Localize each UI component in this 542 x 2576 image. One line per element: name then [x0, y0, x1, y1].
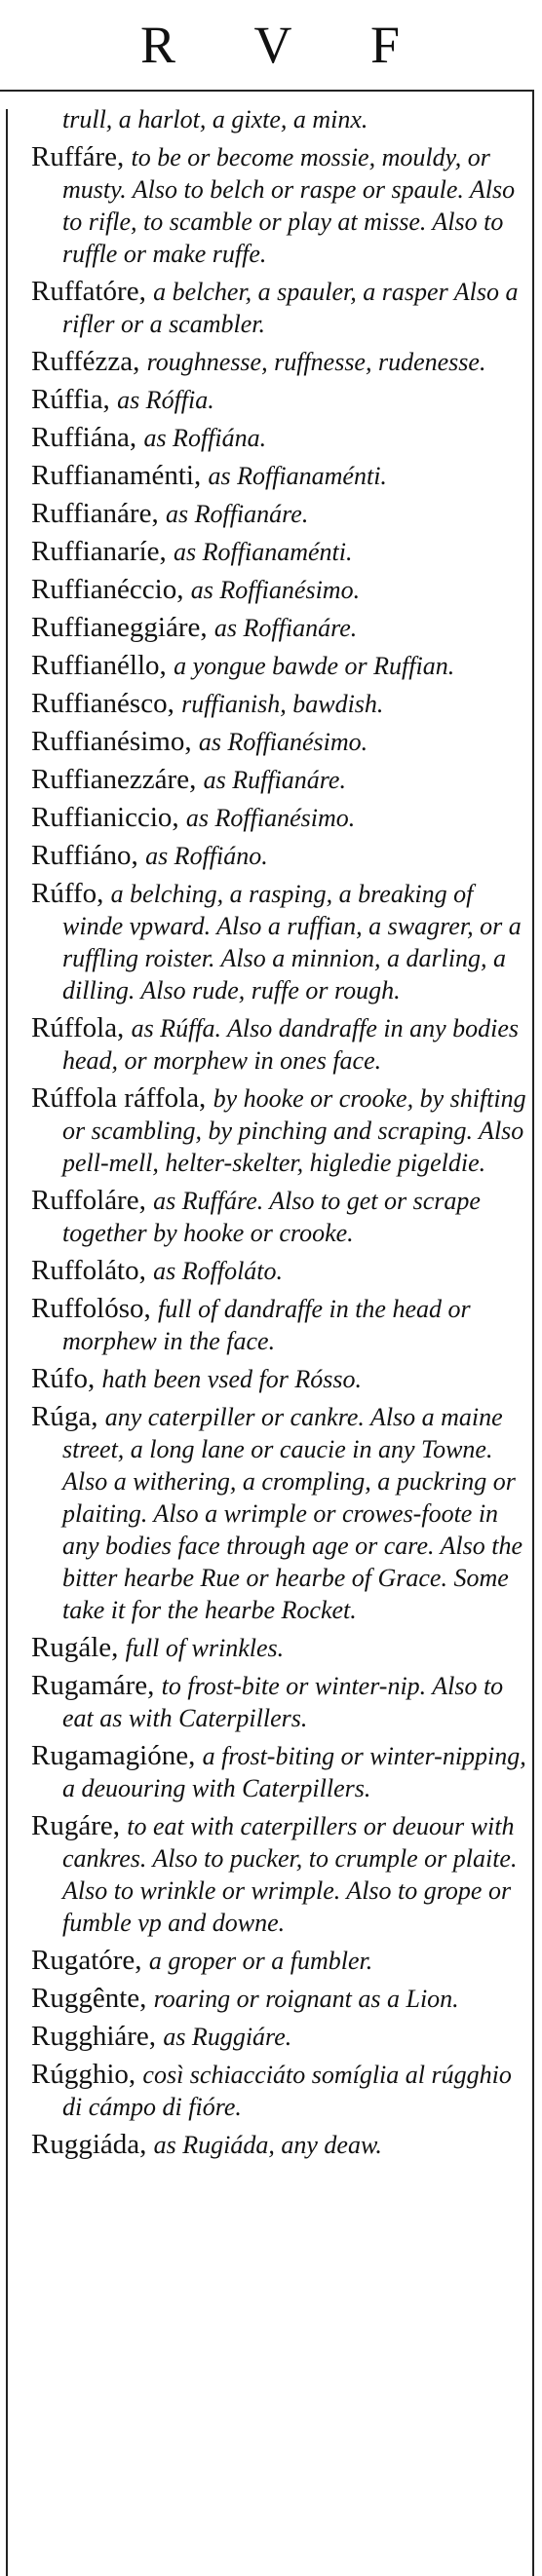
entry-definition: as Roffianaménti.: [208, 462, 387, 490]
dictionary-entry: [31, 276, 526, 340]
dictionary-entry: [31, 346, 526, 378]
entry-definition: full of dandraffe in the head or morphew in the face.: [62, 1295, 471, 1355]
dictionary-entry: [31, 2129, 526, 2161]
entry-definition: as Roffiáno.: [145, 842, 268, 870]
dictionary-entry: [31, 1810, 526, 1939]
dictionary-entry: [31, 650, 526, 682]
entry-headword: Ruffianésimo,: [31, 726, 192, 757]
entry-definition: to eat with caterpillers or deuour with cankres. Also to pucker, to crumple or plaite. Also to wrinkle or wrimple. Also to grope or fumble vp and downe.: [62, 1812, 518, 1937]
entry-definition: a belcher, a spauler, a rasper Also a rifler or a scambler.: [62, 278, 519, 338]
entry-definition: as Roffianaménti.: [174, 538, 353, 566]
dictionary-entry: [31, 1740, 526, 1804]
entry-headword: Ruffianéllo,: [31, 650, 167, 681]
dictionary-entry: [31, 536, 526, 568]
dictionary-entry: [31, 2021, 526, 2053]
entry-headword: Ruffáre,: [31, 141, 125, 172]
entry-headword: Rúffo,: [31, 878, 104, 909]
entry-headword: Ruffianáre,: [31, 498, 159, 529]
entry-definition: by hooke or crooke, by shifting or scambling, by pinching and scraping. Also pell-mell, helter-skelter, higledie pigeldie.: [62, 1084, 526, 1177]
left-column-rule: [6, 109, 8, 2576]
entry-definition: as Ruffáre. Also to get or scrape together by hooke or crooke.: [62, 1187, 481, 1247]
entry-definition: a groper or a fumbler.: [148, 1947, 373, 1975]
dictionary-entry: [31, 498, 526, 530]
entry-definition: a yongue bawde or Ruffian.: [174, 652, 455, 680]
dictionary-entry: [31, 726, 526, 758]
entry-headword: Rúgghio,: [31, 2059, 136, 2090]
dictionary-entry: [31, 1983, 526, 2015]
dictionary-entry: [31, 1945, 526, 1977]
entry-definition: as Roffianésimo.: [190, 576, 361, 604]
dictionary-entry: [31, 2059, 526, 2123]
dictionary-entry: [31, 840, 526, 872]
entry-definition: roaring or roignant as a Lion.: [153, 1985, 459, 2013]
entry-definition: to be or become mossie, mouldy, or musty. Also to belch or raspe or spaule. Also to rifle, to scamble or play at misse. Also to ruffle or make ruffe.: [62, 143, 516, 268]
entry-definition: as Roffiána.: [143, 424, 267, 452]
entry-headword: Rugáre,: [31, 1810, 120, 1841]
dictionary-entry: [31, 764, 526, 796]
entry-definition: as Rúffa. Also dandraffe in any bodies head, or morphew in ones face.: [62, 1014, 520, 1075]
entry-headword: Ruffianaménti,: [31, 460, 202, 491]
entry-headword: Rúffola,: [31, 1012, 125, 1043]
entry-headword: Rugamáre,: [31, 1670, 155, 1701]
entry-definition: trull, a harlot, a gixte, a minx.: [62, 105, 368, 133]
dictionary-entry: [31, 141, 526, 270]
entry-definition: hath been vsed for Rósso.: [101, 1365, 362, 1393]
entry-headword: Ruffianaríe,: [31, 536, 167, 567]
entry-headword: Ruffianeggiáre,: [31, 612, 208, 643]
entry-list: [31, 103, 526, 2167]
entry-definition: as Ruggiáre.: [163, 2023, 292, 2051]
entry-definition: roughnesse, ruffnesse, rudenesse.: [146, 348, 486, 376]
dictionary-entry: [31, 1082, 526, 1179]
entry-headword: Ruffiáno,: [31, 840, 138, 871]
entry-headword: Rugamagióne,: [31, 1740, 196, 1771]
entry-headword: Ruffatóre,: [31, 276, 146, 307]
entry-headword: Ruffolóso,: [31, 1293, 151, 1324]
entry-definition: as Roffianáre.: [213, 614, 358, 642]
entry-definition: to frost-bite or winter-nip. Also to eat as with Caterpillers.: [62, 1672, 504, 1732]
dictionary-entry: [31, 612, 526, 644]
entry-definition: così schiacciáto somíglia al rúgghio di cámpo di fióre.: [62, 2061, 512, 2121]
dictionary-entry: [31, 1670, 526, 1734]
entry-headword: Rugatóre,: [31, 1945, 142, 1976]
entry-definition: a frost-biting or winter-nipping, a deuouring with Caterpillers.: [62, 1742, 526, 1802]
dictionary-entry: [31, 103, 526, 135]
entry-headword: Ruffianiccio,: [31, 802, 179, 833]
entry-headword: Ruggênte,: [31, 1983, 147, 2014]
entry-headword: Ruffoláto,: [31, 1255, 146, 1286]
entry-headword: Ruffézza,: [31, 346, 140, 377]
entry-definition: as Róffia.: [117, 386, 214, 414]
dictionary-entry: [31, 1012, 526, 1077]
entry-headword: Ruffianéccio,: [31, 574, 184, 605]
entry-headword: Rúffia,: [31, 384, 110, 415]
dictionary-entry: [31, 1632, 526, 1664]
dictionary-entry: [31, 688, 526, 720]
entry-headword: Rúfo,: [31, 1363, 96, 1394]
dictionary-entry: [31, 1255, 526, 1287]
entry-headword: Rugále,: [31, 1632, 119, 1663]
dictionary-entry: [31, 1401, 526, 1626]
entry-definition: any caterpiller or cankre. Also a maine street, a long lane or caucie in any Towne. Also a withering, a crompling, a puckring or plaiting. Also a wrimple or crowes-foote in any bodies face through age or care. Also the bitter hearbe Rue or hearbe of Grace. Some take it for the hearbe Rocket.: [62, 1403, 523, 1624]
entry-definition: full of wrinkles.: [125, 1634, 285, 1662]
dictionary-entry: [31, 878, 526, 1006]
header-rule: [0, 90, 532, 92]
page-header: R V F: [139, 16, 434, 74]
entry-headword: Ruggiáda,: [31, 2129, 147, 2160]
dictionary-entry: [31, 460, 526, 492]
entry-headword: Rugghiáre,: [31, 2021, 157, 2052]
entry-definition: ruffianish, bawdish.: [181, 690, 384, 718]
entry-definition: a belching, a rasping, a breaking of winde vpward. Also a ruffian, a swagrer, or a ruffling roister. Also a minnion, a darling, a dilling. Also rude, ruffe or rough.: [62, 880, 522, 1004]
dictionary-entry: [31, 574, 526, 606]
entry-definition: as Rugiáda, any deaw.: [153, 2131, 382, 2159]
right-column-rule: [532, 90, 534, 2576]
dictionary-entry: [31, 1363, 526, 1395]
entry-definition: as Roffoláto.: [153, 1257, 284, 1285]
dictionary-entry: [31, 422, 526, 454]
entry-headword: Ruffiána,: [31, 422, 137, 453]
dictionary-entry: [31, 384, 526, 416]
entry-headword: Ruffianezzáre,: [31, 764, 197, 795]
entry-headword: Rúga,: [31, 1401, 98, 1432]
dictionary-entry: [31, 1185, 526, 1249]
dictionary-entry: [31, 802, 526, 834]
entry-definition: as Roffianáre.: [165, 500, 309, 528]
entry-definition: as Roffianésimo.: [198, 728, 368, 756]
entry-headword: Rúffola ráffola,: [31, 1082, 207, 1114]
entry-headword: Ruffoláre,: [31, 1185, 146, 1216]
entry-headword: Ruffianésco,: [31, 688, 174, 719]
dictionary-entry: [31, 1293, 526, 1357]
entry-definition: as Ruffianáre.: [203, 766, 346, 794]
entry-definition: as Roffianésimo.: [185, 804, 356, 832]
